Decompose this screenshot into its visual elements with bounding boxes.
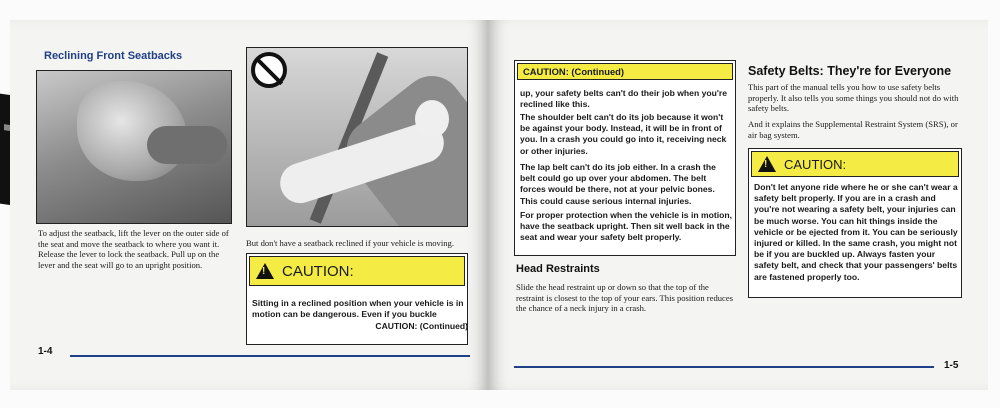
footer-rule-right — [514, 366, 934, 368]
footer-rule-left — [70, 355, 470, 357]
caution-continued-paragraph-3: The lap belt can't do its job either. In a crash the belt could go up over your abdomen. The belt forces would be there, not at your pelvic bones. This could cause serious internal injuries. — [520, 162, 716, 206]
caution-text: Sitting in a reclined position when your vehicle is in motion can be dangerous. Even if you buckle — [252, 298, 464, 320]
safety-belts-paragraph-1: This part of the manual tells you how to use safety belts properly. It also tells you some things you should not do with safety belts. — [748, 82, 959, 113]
reclined-warning-text: But don't have a seatback reclined if your vehicle is moving. — [246, 238, 454, 248]
seat-lever-photo — [36, 70, 232, 224]
head-restraints-heading: Head Restraints — [516, 263, 600, 275]
caution-text-safety-belts: Don't let anyone ride where he or she can't wear a safety belt properly. If you are in a crash and you're not wearing a safety belt, your injuries can be much worse. You can hit things inside the vehicle or be ejected from it. You can be seriously injured or killed. In the same crash, you might not be if you are buckled up. Always fasten your safety belt, and check that your passengers' belts are fastened properly too. — [754, 182, 958, 282]
caution-continued-header — [517, 63, 733, 80]
page-number-left: 1-4 — [38, 346, 53, 357]
safety-belts-paragraph-2: And it explains the Supplemental Restraint System (SRS), or air bag system. — [748, 119, 958, 140]
caution-header-safety-belts — [751, 151, 959, 177]
seatback-adjust-text: To adjust the seatback, lift the lever on the outer side of the seat and move the seatback to where you want it. Release the lever to lock the seatback. Pull up on the lever and the seat will go to an upright position. — [38, 228, 229, 270]
person-head-image — [415, 100, 449, 138]
caution-continued-paragraph-4: For proper protection when the vehicle is in motion, have the seatback upright. Then sit well back in the seat and wear your safety belt properly. — [520, 210, 732, 243]
caution-continued-paragraph-2: The shoulder belt can't do its job because it won't be against your body. Instead, it will be in front of you. In a crash you could go into it, receiving neck or other injuries. — [520, 112, 727, 156]
reclined-passenger-photo — [246, 47, 468, 227]
head-restraints-text: Slide the head restraint up or down so that the top of the restraint is closest to the top of your ears. This position reduces the chance of a neck injury in a crash. — [516, 282, 734, 313]
caution-label-safety-belts: CAUTION: — [784, 156, 847, 172]
warning-triangle-icon — [256, 263, 274, 279]
lever-image — [147, 126, 227, 164]
prohibition-icon — [251, 52, 287, 88]
page-number-right: 1-5 — [944, 360, 959, 371]
section-title-reclining-seatbacks: Reclining Front Seatbacks — [44, 50, 183, 62]
caution-continued-note: CAUTION: (Continued) — [375, 321, 468, 331]
safety-belts-title: Safety Belts: They're for Everyone — [748, 64, 952, 78]
caution-label: CAUTION: — [282, 262, 354, 280]
caution-header — [249, 256, 465, 286]
caution-continued-paragraph-1: up, your safety belts can't do their job when you're reclined like this. — [520, 88, 728, 110]
caution-continued-label: CAUTION: (Continued) — [523, 66, 625, 77]
warning-triangle-icon — [758, 156, 776, 172]
